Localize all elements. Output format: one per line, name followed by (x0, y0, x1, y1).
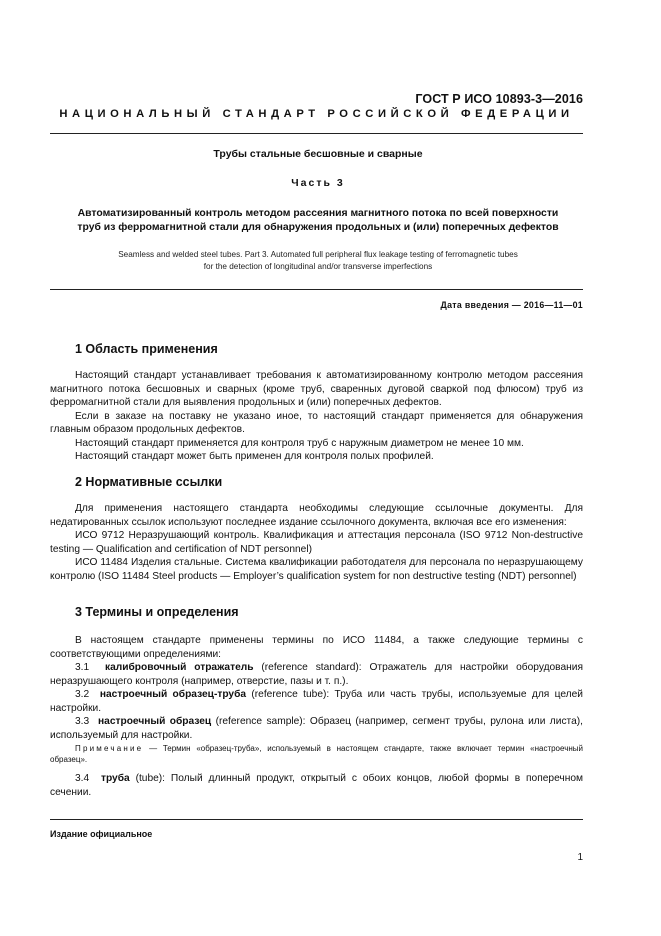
note-label: Примечание (75, 744, 144, 753)
term-name: калибровочный отражатель (104, 662, 254, 673)
term-definition: (reference tube): Труба или часть трубы, используемые для целей настройки. (50, 689, 583, 714)
term-3-4-block (50, 772, 583, 799)
term-name: настроечный образец-труба (99, 689, 247, 700)
title-divider (50, 289, 583, 290)
section-2-heading: 2 Нормативные ссылки (75, 475, 223, 489)
document-code: ГОСТ Р ИСО 10893-3—2016 (415, 92, 583, 106)
section-1-heading: 1 Область применения (75, 342, 218, 356)
section-1-body (50, 369, 583, 464)
section-1-paragraph: Настоящий стандарт может быть применен для контроля полых профилей. (75, 451, 434, 462)
term-definition: (reference sample): Образец (например, сегмент трубы, рулона или листа), используемый для настройки. (50, 716, 583, 741)
term-name: труба (100, 773, 130, 784)
document-title: Трубы стальные бесшовные и сварные (213, 148, 423, 160)
section-1-paragraph: Если в заказе на поставку не указано иное, то настоящий стандарт применяется для обнаружения главным образом продольных дефектов. (50, 410, 583, 435)
subtitle-line-1: Автоматизированный контроль методом рассеяния магнитного потока по всей поверхности (77, 208, 559, 219)
top-divider (50, 133, 583, 134)
note-block (50, 743, 583, 765)
term-number: 3.4 (75, 773, 90, 784)
english-title (60, 249, 576, 272)
document-subtitle (60, 207, 576, 235)
section-2-reference: ИСО 9712 Неразрушающий контроль. Квалификация и аттестация персонала (ISO 9712 Non-destructive testing — Qualification and certification of NDT personnel) (50, 530, 583, 555)
term-name: настроечный образец (98, 716, 212, 727)
footer-divider (50, 819, 583, 820)
section-2-body (50, 502, 583, 583)
term-number: 3.3 (75, 716, 90, 727)
english-title-line-1: Seamless and welded steel tubes. Part 3. Automated full peripheral flux leakage testing of ferromagnetic tubes (118, 250, 518, 259)
official-edition-label: Издание официальное (50, 829, 153, 839)
note-text: — Термин «образец-труба», используемый в настоящем стандарте, также включает термин «настроечный образец». (50, 744, 583, 764)
term-3-1 (50, 661, 583, 688)
part-label: Часть 3 (291, 177, 345, 189)
term-number: 3.1 (75, 662, 90, 673)
english-title-line-2: for the detection of longitudinal and/or transverse imperfections (203, 261, 433, 271)
section-2-paragraph: Для применения настоящего стандарта необходимы следующие ссылочные документы. Для недатированных ссылок используют последнее издание ссылочного документа, включая все его изменения: (50, 503, 583, 528)
page-number: 1 (577, 852, 583, 863)
note-paragraph (50, 743, 583, 765)
effective-date: Дата введения — 2016—11—01 (440, 300, 583, 310)
section-3-heading: 3 Термины и определения (75, 605, 239, 619)
section-3-intro: В настоящем стандарте применены термины по ИСО 11484, а также следующие термины с соответствующими определениями: (50, 635, 583, 660)
term-number: 3.2 (75, 689, 90, 700)
term-3-2 (50, 688, 583, 715)
section-3-body (50, 634, 583, 742)
subtitle-line-2: труб из ферромагнитной стали для обнаружения продольных и (или) поперечных дефектов (77, 222, 559, 233)
section-1-paragraph: Настоящий стандарт применяется для контроля труб с наружным диаметром не менее 10 мм. (75, 437, 524, 449)
national-standard-banner: НАЦИОНАЛЬНЫЙ СТАНДАРТ РОССИЙСКОЙ ФЕДЕРАЦИИ (59, 108, 574, 120)
section-2-reference: ИСО 11484 Изделия стальные. Система квалификации работодателя для персонала по неразрушающему контролю (ISO 11484 Steel products — Employer’s qualification system for non destructive testing (NDT) personnel) (50, 557, 583, 582)
term-3-3 (50, 715, 583, 742)
term-definition: (reference standard): Отражатель для настройки оборудования неразрушающего контроля (например, отверстие, пазы и т. п.). (50, 662, 583, 687)
term-definition: (tube): Полый длинный продукт, открытый с обоих концов, любой формы в поперечном сечении. (50, 773, 583, 798)
section-1-paragraph: Настоящий стандарт устанавливает требования к автоматизированному контролю методом рассеяния магнитного потока бесшовных и сварных (кроме труб, сваренных дуговой сваркой под флюсом) труб из ферромагнитной стали для выявления продольных и (или) поперечных дефектов. (50, 370, 583, 408)
term-3-4 (50, 772, 583, 799)
